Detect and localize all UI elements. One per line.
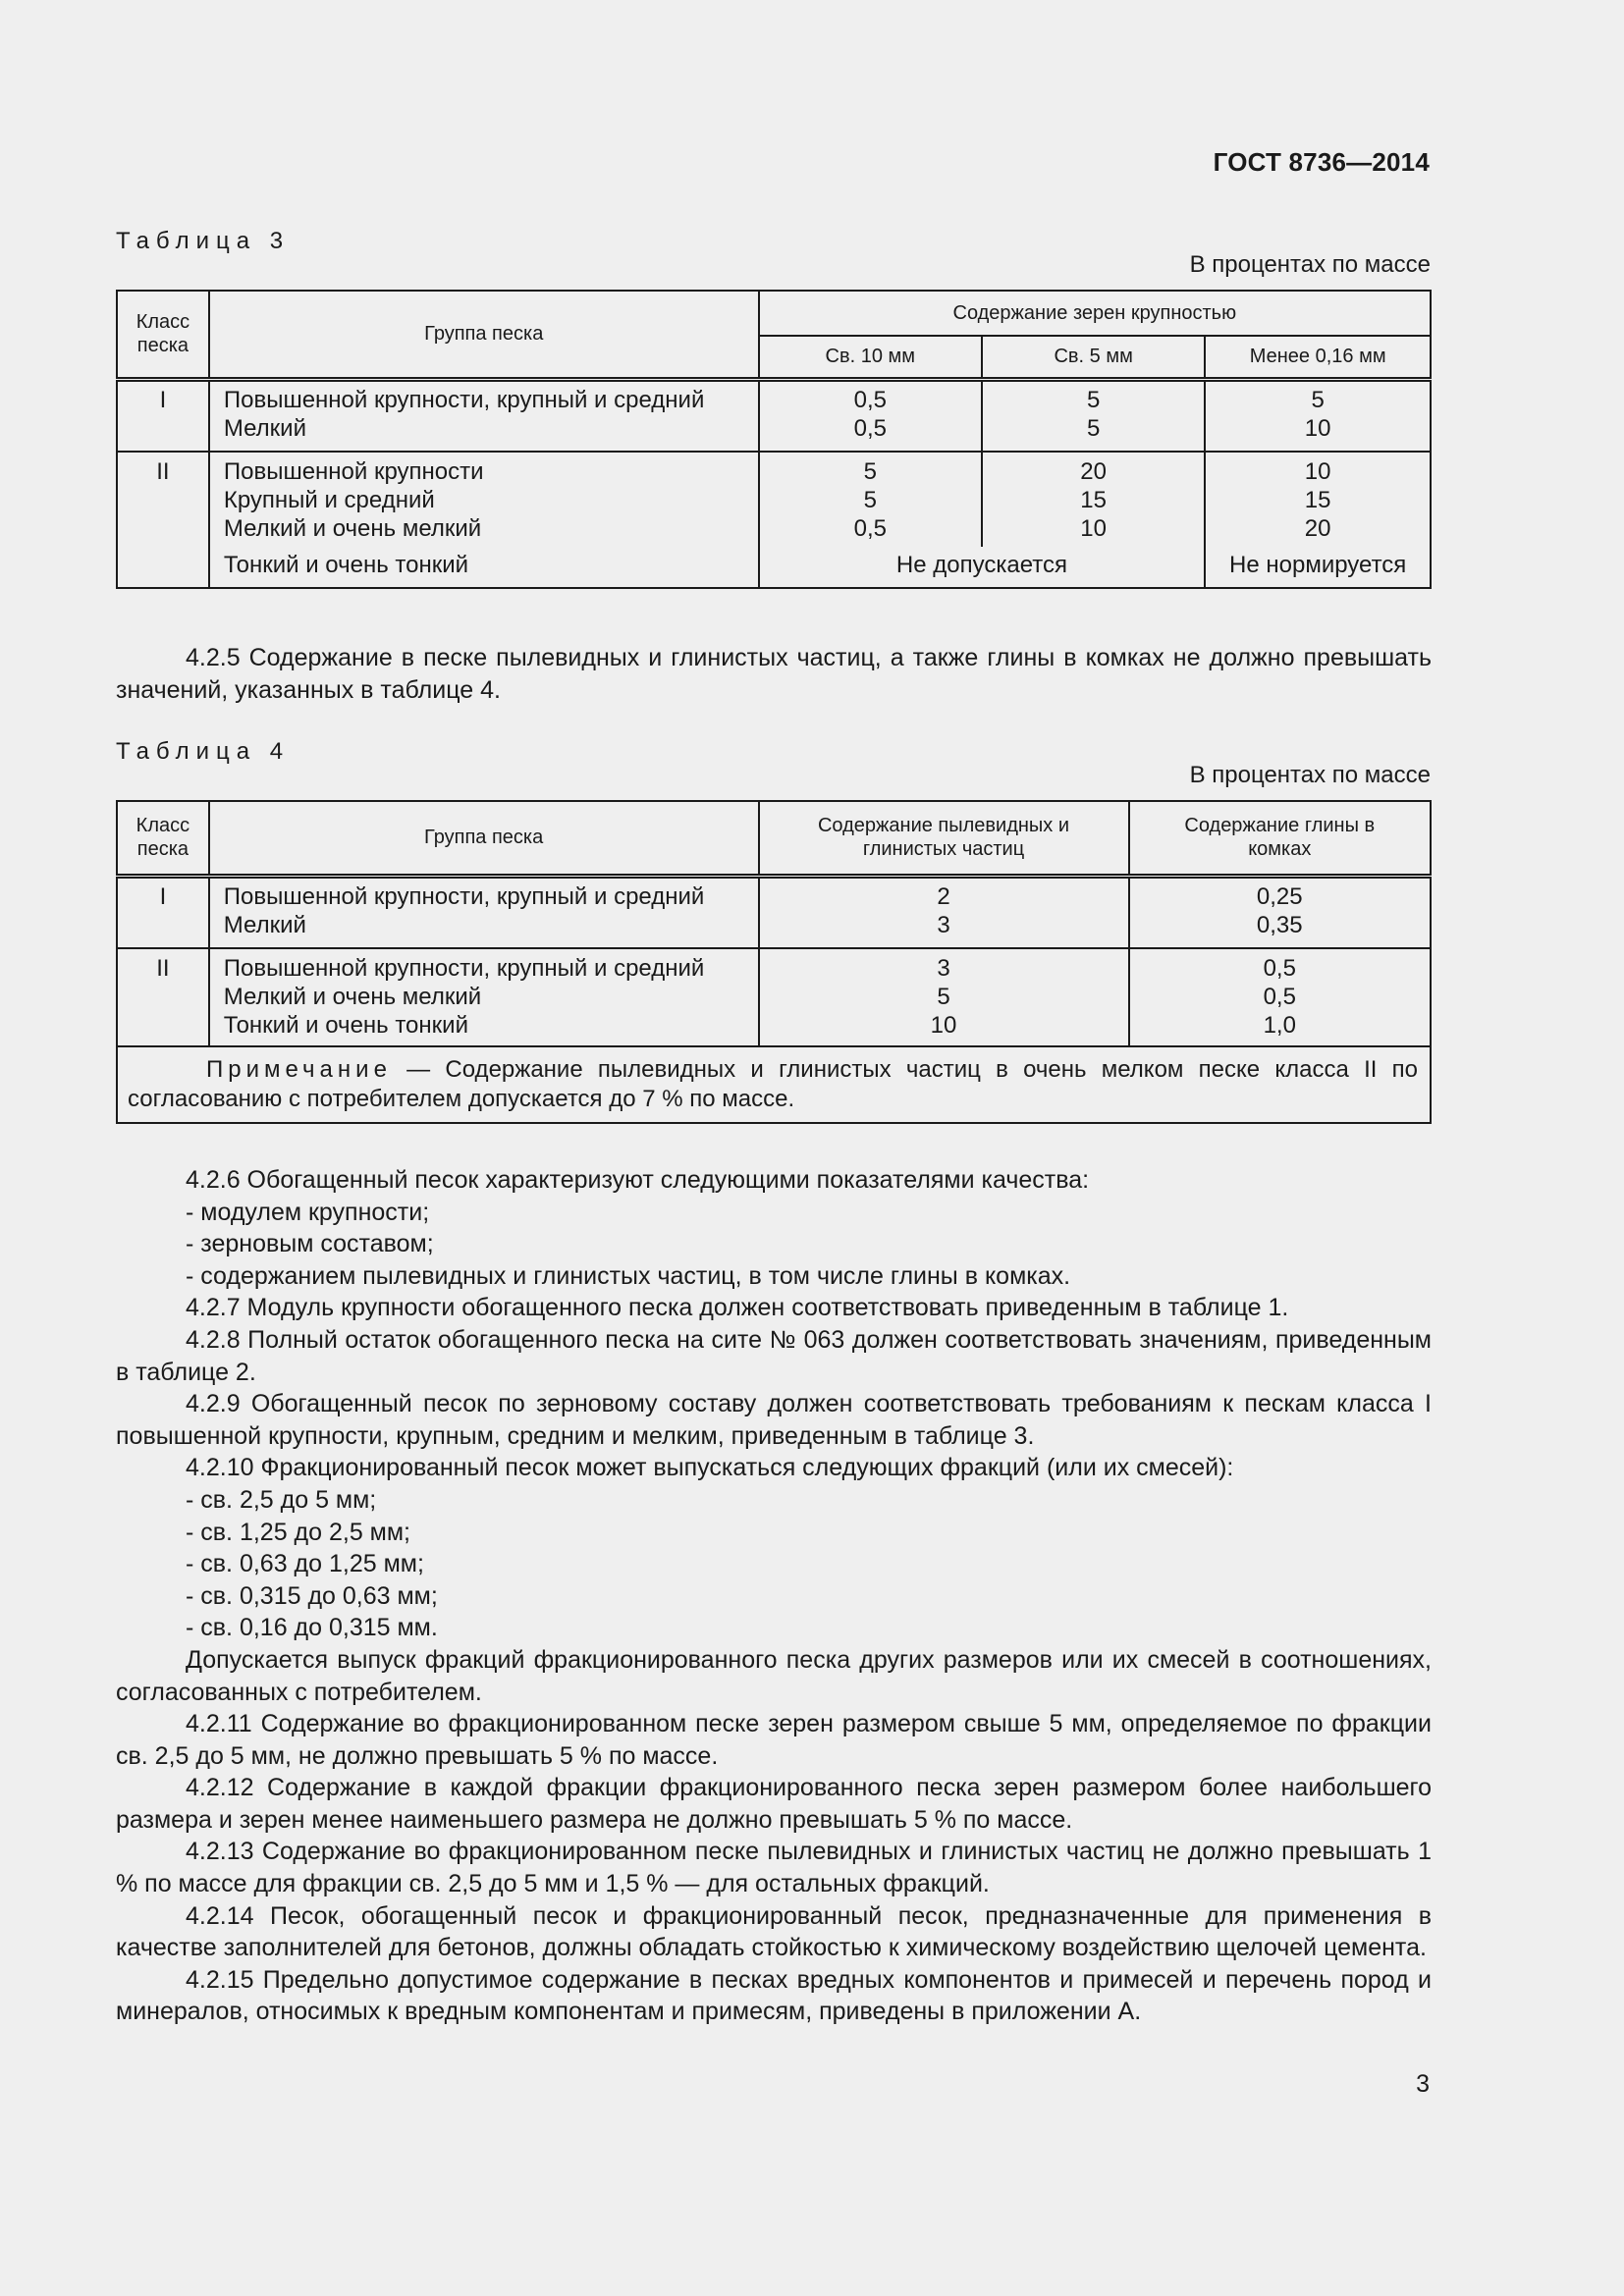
table-row <box>117 452 1431 547</box>
table4-r2-clay: 0,5 0,5 1,0 <box>1129 948 1431 1046</box>
table4-r2-dust: 3 5 10 <box>759 948 1129 1046</box>
table3-r2-last-c: Не нормируется <box>1205 547 1431 588</box>
table3-r1-class: I <box>117 379 209 452</box>
table4-r1-class: I <box>117 876 209 948</box>
table3-r2-class: II <box>117 452 209 547</box>
table4-r1-groups: Повышенной крупности, крупный и средний Мелкий <box>209 876 759 948</box>
table3-r1-b: 5 5 <box>982 379 1205 452</box>
table-row <box>117 379 1431 452</box>
table4-r2-class: II <box>117 948 209 1046</box>
table3-col-content: Содержание зерен крупностью <box>759 291 1431 336</box>
doc-code: ГОСТ 8736—2014 <box>1213 147 1430 177</box>
table3-col-b: Св. 5 мм <box>982 336 1205 379</box>
table4-caption: Таблица 4 <box>116 738 291 765</box>
table3-col-group: Группа песка <box>209 291 759 379</box>
table-row <box>117 948 1431 1046</box>
table-row <box>117 547 1431 588</box>
table4-unit: В процентах по массе <box>1189 762 1431 788</box>
table4-col-clay: Содержание глины в комках <box>1129 801 1431 876</box>
table3-r1-c: 5 10 <box>1205 379 1431 452</box>
table4 <box>116 800 1432 1124</box>
note-label: Примечание <box>206 1055 392 1083</box>
table3-unit: В процентах по массе <box>1189 251 1431 278</box>
note-text: — Содержание пылевидных и глинистых частиц в очень мелком песке класса II по согласованию с потребителем допускается до 7 % по массе. <box>128 1055 1418 1112</box>
page-number: 3 <box>1416 2070 1430 2098</box>
table3-col-c: Менее 0,16 мм <box>1205 336 1431 379</box>
table4-col-group: Группа песка <box>209 801 759 876</box>
table3-r2-b: 20 15 10 <box>982 452 1205 547</box>
table4-r2-groups: Повышенной крупности, крупный и средний Мелкий и очень мелкий Тонкий и очень тонкий <box>209 948 759 1046</box>
table3-r2-a: 5 5 0,5 <box>759 452 982 547</box>
table4-r1-dust: 2 3 <box>759 876 1129 948</box>
table3-caption: Таблица 3 <box>116 228 291 254</box>
table3-col-class: Класс песка <box>117 291 209 379</box>
para-4-2-5: 4.2.5 Содержание в песке пылевидных и глинистых частиц, а также глины в комках не должно превышать значений, указанных в таблице 4. <box>116 644 1432 704</box>
table3 <box>116 290 1432 589</box>
table4-col-dust: Содержание пылевидных и глинистых частиц <box>759 801 1129 876</box>
table3-r1-groups: Повышенной крупности, крупный и средний Мелкий <box>209 379 759 452</box>
table3-r2-groups: Повышенной крупности Крупный и средний Мелкий и очень мелкий <box>209 452 759 547</box>
table4-col-class: Класс песка <box>117 801 209 876</box>
table3-col-a: Св. 10 мм <box>759 336 982 379</box>
table3-r2-last-ab: Не допускается <box>759 547 1206 588</box>
body-text: 4.2.6 Обогащенный песок характеризуют следующими показателями качества: - модулем крупности; - зерновым составом; - содержанием пылевидных и глинистых частиц, в том числе глины в комках. 4.2.7 Модуль крупности обогащенного песка должен соответствовать приведенным в таблице 1. 4.2.8 Полный остаток обогащенного песка на сите № 063 должен соответствовать значениям, приведенным в таблице 2. 4.2.9 Обогащенный песок по зерновому составу должен соответствовать требованиям к пескам класса I повышенной крупности, крупным, средним и мелким, приведенным в таблице 3. 4.2.10 Фракционированный песок может выпускаться следующих фракций (или их смесей): - св. 2,5 до 5 мм; - св. 1,25 до 2,5 мм; - св. 0,63 до 1,25 мм; - св. 0,315 до 0,63 мм; - св. 0,16 до 0,315 мм. Допускается выпуск фракций фракционированного песка других размеров или их смесей в соотношениях, согласованных с потребителем. 4.2.11 Содержание во фракционированном песке зерен размером свыше 5 мм, определяемое по фракции св. 2,5 до 5 мм, не должно превышать 5 % по массе. 4.2.12 Содержание в каждой фракции фракционированного песка зерен размером более наибольшего размера и зерен менее наименьшего размера не должно превышать 5 % по массе. 4.2.13 Содержание во фракционированном песке пылевидных и глинистых частиц не должно превышать 1 % по массе для фракции св. 2,5 до 5 мм и 1,5 % — для остальных фракций. 4.2.14 Песок, обогащенный песок и фракционированный песок, предназначенные для применения в качестве заполнителей для бетонов, должны обладать стойкостью к химическому воздействию щелочей цемента. 4.2.15 Предельно допустимое содержание в песках вредных компонентов и примесей и перечень пород и минералов, относимых к вредным компонентам и примесям, приведены в приложении А. <box>116 1166 1432 2026</box>
table3-r2-last-group: Тонкий и очень тонкий <box>209 547 759 588</box>
table-row <box>117 876 1431 948</box>
table4-r1-clay: 0,25 0,35 <box>1129 876 1431 948</box>
table3-r1-a: 0,5 0,5 <box>759 379 982 452</box>
table3-r2-c: 10 15 20 <box>1205 452 1431 547</box>
table4-note-row <box>117 1046 1431 1123</box>
table4-note <box>117 1046 1431 1123</box>
